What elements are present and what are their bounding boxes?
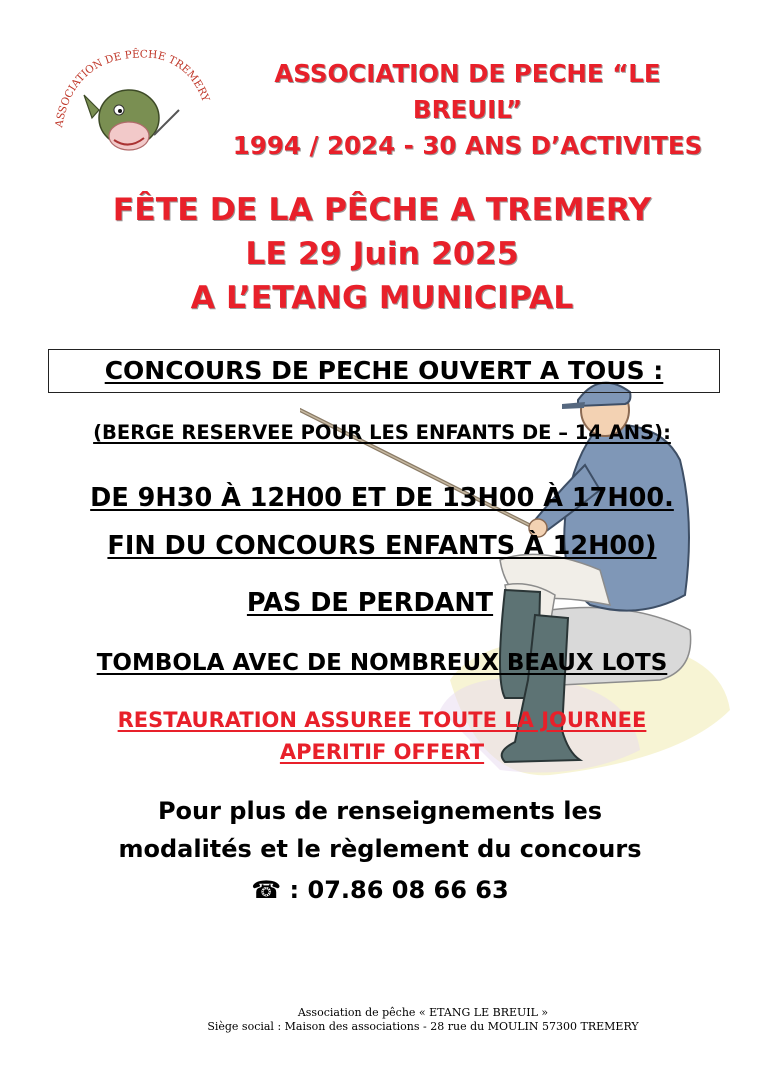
- info-line1: Pour plus de renseignements les: [157, 797, 603, 825]
- association-header: [215, 56, 720, 164]
- association-name-line1: ASSOCIATION DE PECHE “LE: [274, 59, 661, 88]
- footer-address: Siège social : Maison des associations - 28 rue du MOULIN 57300 TREMERY: [207, 1020, 639, 1033]
- info-block: [0, 792, 760, 868]
- food-block: [0, 704, 764, 768]
- aperitif-text: APERITIF OFFERT: [279, 740, 485, 764]
- contest-hours: DE 9H30 À 12H00 ET DE 13H00 À 17H00.: [90, 483, 674, 513]
- anniversary-line: 1994 / 2024 - 30 ANS D’ACTIVITES: [232, 131, 703, 160]
- footer: [0, 1006, 764, 1034]
- phone-number: : 07.86 08 66 63: [281, 876, 509, 904]
- contest-hours-block: [0, 474, 764, 570]
- info-line2: modalités et le règlement du concours: [118, 835, 642, 863]
- logo-arc-text: ASSOCIATION DE PÊCHE TREMERY: [53, 48, 212, 129]
- event-place: A L’ETANG MUNICIPAL: [190, 280, 574, 316]
- phone-icon: ☎: [251, 876, 282, 904]
- catering-text: RESTAURATION ASSUREE TOUTE LA JOURNEE: [117, 708, 647, 732]
- event-title-block: [30, 188, 734, 320]
- association-name-line2: BREUIL”: [412, 95, 523, 124]
- footer-association: Association de pêche « ETANG LE BREUIL »: [297, 1006, 549, 1019]
- kids-contest-end: FIN DU CONCOURS ENFANTS À 12H00): [107, 531, 657, 561]
- association-logo: [44, 40, 214, 165]
- event-title: FÊTE DE LA PÊCHE A TREMERY: [112, 192, 652, 228]
- no-loser-text: PAS DE PERDANT: [246, 588, 494, 618]
- fish-mascot-icon: [84, 90, 179, 150]
- phone-line: [0, 872, 760, 908]
- contest-headline: CONCOURS DE PECHE OUVERT A TOUS :: [104, 356, 664, 385]
- kids-bank-note: (BERGE RESERVEE POUR LES ENFANTS DE – 14 ANS):: [93, 421, 671, 444]
- event-date: LE 29 Juin 2025: [245, 236, 519, 272]
- raffle-text: TOMBOLA AVEC DE NOMBREUX BEAUX LOTS: [96, 650, 668, 676]
